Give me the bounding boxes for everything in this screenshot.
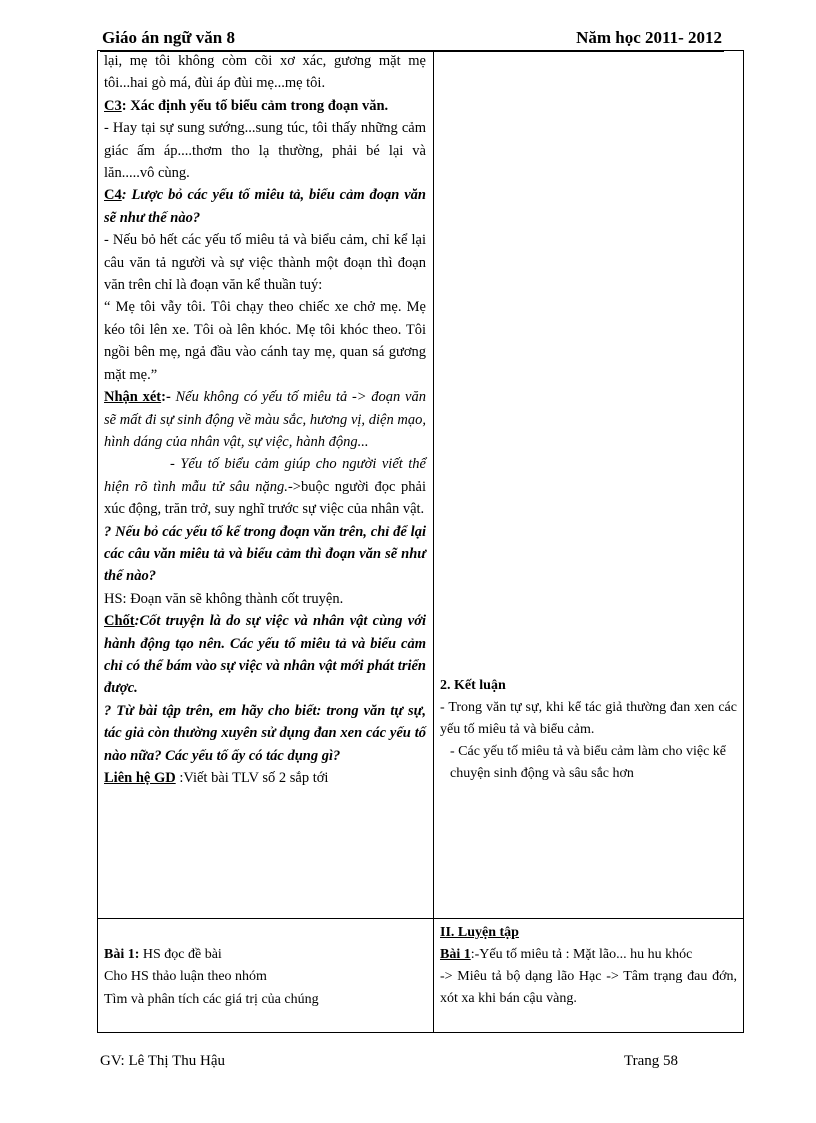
question-c3	[104, 95, 426, 117]
practice-title: II. Luyện tập	[440, 925, 519, 940]
connection-text: :Viết bài TLV số 2 sắp tới	[175, 770, 329, 786]
header-school-year: Năm học 2011- 2012	[576, 28, 722, 47]
answer-c4: - Nếu bỏ hết các yếu tố miêu tả và biểu cảm, chỉ kể lại câu văn tả người và sự việc thành một đoạn thì đoạn văn trên chỉ là đoạn văn kể thuần tuý:	[104, 232, 426, 294]
practice-label: Bài 1	[440, 947, 471, 962]
column-divider	[433, 50, 434, 1033]
remark-paragraph	[104, 386, 426, 453]
c4-label: C4	[104, 187, 122, 204]
exercise-line-2: Cho HS thảo luận theo nhóm	[104, 969, 267, 985]
page-header	[100, 28, 724, 52]
connection-paragraph	[104, 767, 426, 789]
remark-text: Nếu không có yếu tố miêu tả -> đoạn văn sẽ mất đi sự sinh động về màu sắc, hương vị, diện mạo, hình dáng của nhân vật, sự việc, hành động...	[104, 389, 426, 450]
quote-paragraph: “ Mẹ tôi vẫy tôi. Tôi chạy theo chiếc xe chở mẹ. Mẹ kéo tôi lên xe. Tôi oà lên khóc. Mẹ tôi khóc theo. Tôi ngồi bên mẹ, ngả đầu vào cánh tay mẹ, quan sá gương mặt mẹ.”	[104, 299, 426, 383]
question-remove-narration: ? Nếu bỏ các yếu tố kể trong đoạn văn trên, chỉ để lại các câu văn miêu tả và biểu cảm thì đoạn văn sẽ như thế nào?	[104, 523, 426, 585]
conclusion-point-1: - Trong văn tự sự, khi kể tác giả thường đan xen các yếu tố miêu tả và biểu cảm.	[440, 700, 737, 737]
header-title: Giáo án ngữ văn 8	[102, 28, 236, 47]
question-c4	[104, 184, 426, 229]
conclusion-title: 2. Kết luận	[440, 678, 506, 693]
exercise-activity	[104, 944, 426, 1011]
conclusion-paragraph	[104, 610, 426, 700]
exercise-task: HS đọc đề bài	[139, 947, 222, 962]
student-answer: HS: Đoạn văn sẽ không thành cốt truyện.	[104, 590, 344, 607]
remark2-rest: ->buộc người đọc phải xúc động, trăn trở, suy nghĩ trước sự việc của nhân vật.	[104, 478, 427, 518]
exercise-line-3: Tìm và phân tích các giá trị của chúng	[104, 991, 319, 1007]
c3-question: : Xác định yếu tố biểu cảm trong đoạn văn.	[121, 97, 389, 114]
remark2-italic: - Yếu tố biểu cảm giúp cho người viết thể hiện rõ tình mẫu tử sâu nặng.	[104, 456, 426, 495]
remark-sep: :-	[161, 389, 176, 406]
practice-text-1: :-Yếu tố miêu tả : Mặt lão... hu hu khóc	[470, 947, 693, 962]
remark-label: Nhận xét	[104, 389, 162, 406]
right-column-conclusion	[440, 675, 737, 785]
practice-line-2: -> Miêu tả bộ dạng lão Hạc -> Tâm trạng đau đớn, xót xa khi bán cậu vàng.	[440, 969, 737, 1006]
exercise-line-1	[104, 944, 426, 966]
row-divider	[97, 918, 744, 919]
conclusion-label: Chốt	[104, 613, 135, 630]
exercise-label: Bài 1:	[104, 947, 140, 962]
conclusion-text: :Cốt truyện là do sự việc và nhân vật cùng với hành động tạo nên. Các yếu tố miêu tả và biểu cảm chỉ có thể bám vào sự việc và nhân vật mới phát triển được.	[104, 613, 426, 697]
practice-section	[440, 922, 737, 1010]
left-column-content	[104, 50, 426, 789]
answer-c3: - Hay tại sự sung sướng...sung túc, tôi thấy những cảm giác ấm áp....thơm tho lạ thường, phải bé lại và lăn.....vô cùng.	[104, 120, 426, 182]
teacher-name: GV: Lê Thị Thu Hậu	[100, 1053, 225, 1069]
c3-label: C3	[104, 97, 122, 114]
connection-label: Liên hệ GD	[104, 770, 176, 786]
conclusion-point-2: - Các yếu tố miêu tả và biểu cảm làm cho việc kể chuyện sinh động và sâu sắc hơn	[450, 744, 727, 781]
paragraph-continuation: lại, mẹ tôi không còm cõi xơ xác, gương mặt mẹ tôi...hai gò má, đùi áp đùi mẹ...mẹ tôi.	[104, 53, 426, 92]
page-number: Trang 58	[623, 1053, 678, 1069]
practice-line-1	[440, 944, 737, 966]
question-other-elements: ? Từ bài tập trên, em hãy cho biết: trong văn tự sự, tác giả còn thường xuyên sử dụng đan xen các yếu tố nào nữa? Các yếu tố ấy có tác dụng gì?	[104, 702, 426, 764]
c4-question: : Lược bỏ các yếu tố miêu tả, biểu cảm đoạn văn sẽ như thế nào?	[104, 187, 426, 226]
remark-paragraph-2	[104, 453, 426, 520]
